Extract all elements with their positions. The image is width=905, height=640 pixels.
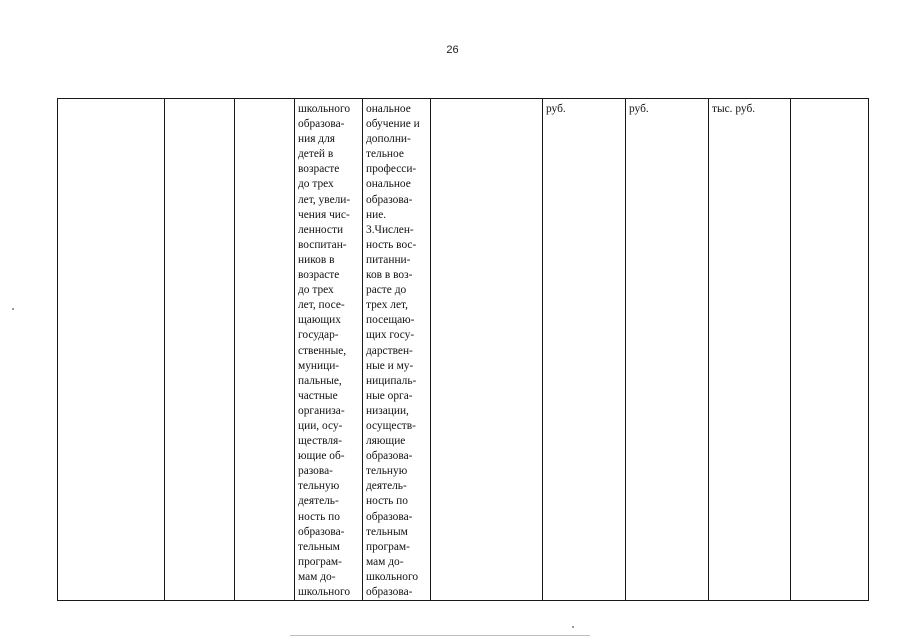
table-cell-empty-1 (58, 99, 165, 601)
table-cell-unit-3 (709, 99, 791, 601)
text-line: ленности (298, 223, 344, 236)
text-line: щих госу- (366, 329, 415, 342)
text-line: дополни- (366, 133, 411, 146)
text-line: ственные, (298, 344, 347, 357)
unit-label: тыс. руб. (712, 103, 756, 115)
table-cell-empty-2 (165, 99, 235, 601)
text-line: муници- (298, 359, 340, 372)
text-line: ков в воз- (366, 269, 413, 282)
description-text (298, 102, 360, 600)
text-line: пальные, (298, 374, 342, 387)
text-line: професси- (366, 163, 417, 176)
text-line: образова- (366, 510, 413, 523)
text-line: воспитан- (298, 238, 347, 251)
table-cell-unit-1 (543, 99, 626, 601)
text-line: питанни- (366, 253, 411, 266)
unit-label: руб. (546, 103, 566, 115)
text-line: ность по (298, 510, 340, 523)
text-line: трех лет, (366, 299, 408, 312)
text-line: разова- (298, 465, 333, 478)
text-line: програм- (298, 555, 342, 568)
table-cell-indicator (363, 99, 431, 601)
text-line: до трех (298, 284, 334, 297)
text-line: ональное (366, 103, 411, 115)
text-line: детей в (298, 148, 334, 161)
text-line: ществля- (298, 435, 343, 448)
text-line: образова- (366, 586, 413, 598)
text-line: возрасте (298, 163, 340, 176)
text-line: ников в (298, 253, 335, 266)
text-line: ность по (366, 495, 408, 508)
text-line: обучение и (366, 118, 420, 131)
page-number: 26 (446, 44, 459, 56)
text-line: образова- (366, 193, 413, 206)
text-line: низации, (366, 404, 409, 417)
text-line: деятель- (366, 480, 407, 493)
scan-speck (572, 626, 574, 628)
table-cell-unit-2 (626, 99, 709, 601)
text-line: ции, осу- (298, 419, 343, 432)
text-line: ность вос- (366, 238, 417, 251)
table-row (58, 99, 869, 601)
text-line: лет, посе- (298, 299, 345, 312)
table-cell-empty-3 (235, 99, 295, 601)
text-line: тельную (298, 480, 340, 493)
text-line: школьного (298, 103, 351, 115)
text-line: тельным (298, 540, 340, 553)
text-line: тельную (366, 465, 408, 478)
text-line: дарствен- (366, 344, 413, 357)
text-line: ные и му- (366, 359, 414, 372)
text-line: ональное (366, 178, 411, 191)
text-line: до трех (298, 178, 334, 191)
text-line: тельное (366, 148, 404, 161)
text-line: образова- (298, 118, 345, 131)
text-line: ниципаль- (366, 374, 417, 387)
table-cell-empty-10 (791, 99, 869, 601)
text-line: тельным (366, 525, 408, 538)
text-line: государ- (298, 329, 339, 342)
unit-label: руб. (629, 103, 649, 115)
text-line: возрасте (298, 269, 340, 282)
scan-bottom-edge (290, 635, 590, 636)
table-cell-empty-6 (431, 99, 543, 601)
text-line: школьного (298, 586, 351, 598)
text-line: школьного (366, 570, 419, 583)
text-line: програм- (366, 540, 410, 553)
text-line: расте до (366, 284, 407, 297)
text-line: 3.Числен- (366, 223, 414, 236)
text-line: чения чис- (298, 208, 350, 221)
text-line: ные орга- (366, 389, 413, 402)
text-line: лет, увели- (298, 193, 351, 206)
table-cell-description (295, 99, 363, 601)
scan-speck (12, 308, 14, 310)
indicator-text (366, 102, 428, 600)
text-line: организа- (298, 404, 345, 417)
text-line: осуществ- (366, 419, 416, 432)
text-line: ние. (366, 208, 387, 221)
text-line: посещаю- (366, 314, 415, 327)
text-line: щающих (298, 314, 341, 327)
text-line: образова- (298, 525, 345, 538)
text-line: деятель- (298, 495, 339, 508)
text-line: ляющие (366, 435, 406, 448)
text-line: ния для (298, 133, 335, 146)
indicators-table (57, 98, 869, 601)
text-line: ющие об- (298, 450, 345, 463)
text-line: частные (298, 389, 338, 402)
text-line: образова- (366, 450, 413, 463)
text-line: мам до- (366, 555, 404, 568)
text-line: мам до- (298, 570, 336, 583)
